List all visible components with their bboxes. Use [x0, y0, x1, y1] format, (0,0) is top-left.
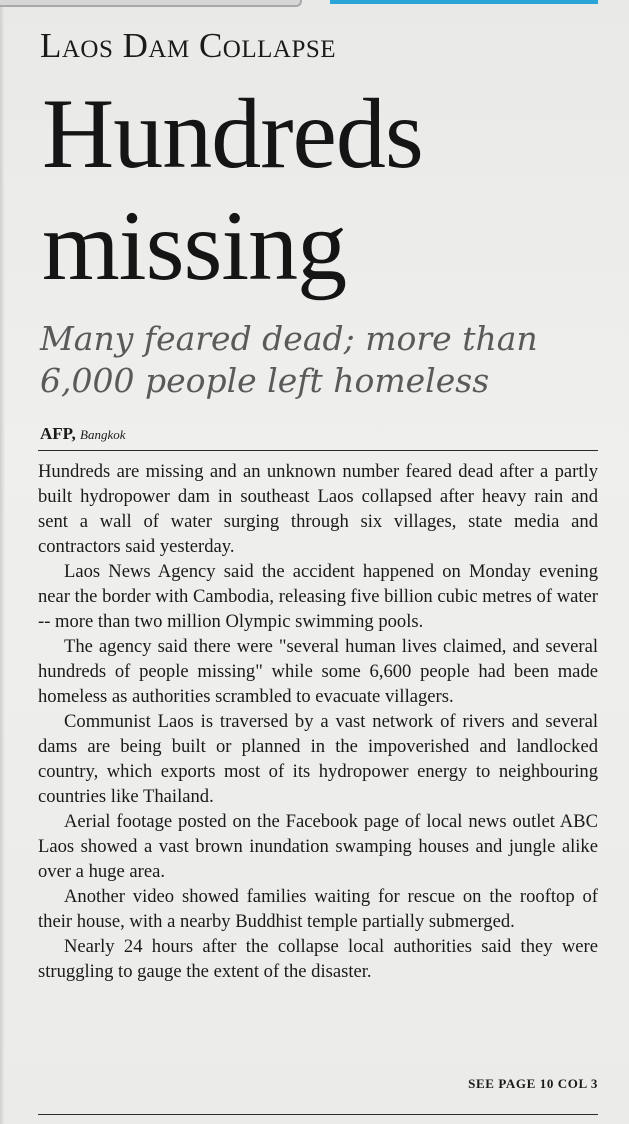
article-kicker: Laos Dam Collapse [40, 26, 337, 65]
headline-line-1: Hundreds [42, 78, 423, 189]
body-paragraph: Another video showed families waiting for rescue on the rooftop of their house, with a nearby Buddhist temple partially submerged. [38, 886, 598, 932]
body-paragraph: Aerial footage posted on the Facebook page of local news outlet ABC Laos showed a vast brown inundation swamping houses and jungle alike over a huge area. [38, 811, 598, 882]
top-left-frame [0, 0, 302, 7]
top-right-accent-bar [330, 0, 598, 4]
byline-place: Bangkok [80, 427, 126, 442]
body-paragraph: Communist Laos is traversed by a vast network of rivers and several dams are being built or planned in the impoverished and landlocked country, which exports most of its hydropower energy to neighbouring countries like Thailand. [38, 711, 598, 807]
article-body [38, 459, 598, 984]
continuation-note: SEE PAGE 10 COL 3 [468, 1076, 598, 1091]
article-headline [42, 78, 423, 302]
page-edge-shadow [0, 0, 5, 1124]
article-subhead: Many feared dead; more than 6,000 people left homeless [40, 319, 538, 400]
headline-line-2: missing [42, 190, 347, 301]
byline [40, 424, 125, 444]
bottom-divider [38, 1114, 598, 1115]
body-paragraph: Laos News Agency said the accident happened on Monday evening near the border with Cambodia, releasing five billion cubic metres of water -- more than two million Olympic swimming pools. [38, 561, 598, 632]
body-paragraph: Hundreds are missing and an unknown number feared dead after a partly built hydropower dam in southeast Laos collapsed after heavy rain and sent a wall of water surging through six villages, state media and contractors said yesterday. [38, 461, 598, 557]
body-paragraph: The agency said there were "several human lives claimed, and several hundreds of people missing" while some 6,600 people had been made homeless as authorities scrambled to evacuate villagers. [38, 636, 598, 707]
byline-agency: AFP, [40, 424, 76, 443]
top-divider [38, 450, 598, 451]
body-paragraph: Nearly 24 hours after the collapse local authorities said they were struggling to gauge the extent of the disaster. [38, 936, 598, 982]
